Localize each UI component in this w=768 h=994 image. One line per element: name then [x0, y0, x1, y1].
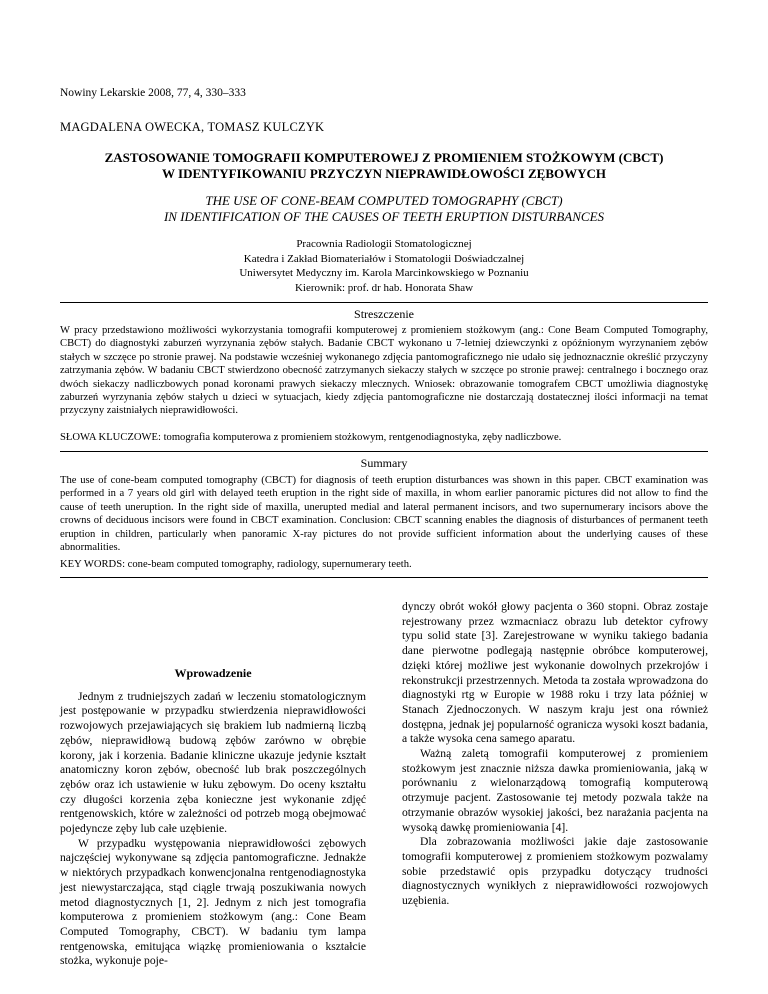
- body-paragraph: Ważną zaletą tomografii komputerowej z promieniem stożkowym jest znacznie niższa dawka promieniowania, jaką w porównaniu z wielonarządową tomografią komputerową otrzymuje pacjent. Zastosowanie tej metody pozwala także na otrzymanie obrazów wysokiej jakości, bez narażania pacjenta na wysoką dawkę promieniowania [4].: [402, 747, 708, 834]
- affiliation-line: Uniwersytet Medyczny im. Karola Marcinkowskiego w Poznaniu: [239, 267, 529, 279]
- divider: [60, 451, 708, 452]
- body-paragraph: Dla zobrazowania możliwości jakie daje zastosowanie tomografii komputerowej z promieniem stożkowym pozwalamy sobie przedstawić opis przypadku dotyczący trudności diagnostycznych wynikłych z nieprawidłowości rozwojowych uzębienia.: [402, 835, 708, 908]
- body-column-right: [402, 600, 708, 909]
- streszczenie-keywords: SŁOWA KLUCZOWE: tomografia komputerowa z promieniem stożkowym, rentgenodiagnostyka, zęby nadliczbowe.: [60, 432, 562, 443]
- streszczenie-text: W pracy przedstawiono możliwości wykorzystania tomografii komputerowej z promieniem stożkowym (ang.: Cone Beam Computed Tomography, CBCT) do diagnostyki zaburzeń wyrzynania zębów stałych. Badanie CBCT wykonano u 7-letniej dziewczynki z opóźnionym wyrzynaniem zębów stałych w szczęce po stronie prawej. Na podstawie wcześniej wykonanego zdjęcia pantomograficznego nie udało się jednoznacznie określić przyczyny zatrzymania zębów. W badaniu CBCT stwierdzono obecność zatrzymanych siekaczy stałych w szczęce po stronie prawej: centralnego i bocznego oraz dwóch siekaczy nadliczbowych ponad koronami prawych siekaczy mlecznych. Wniosek: obrazowanie tomografem CBCT umożliwia diagnostykę zaburzeń wyrzynania zębów stałych u dzieci w sytuacjach, kiedy zdjęcia pantomograficzne nie dostarczają dostatecznej ilości informacji na temat przyczyny zaistniałych nieprawidłowości.: [60, 325, 708, 417]
- affiliation-line: Kierownik: prof. dr hab. Honorata Shaw: [294, 281, 474, 294]
- body-column-left: [60, 666, 366, 969]
- affiliation: [60, 237, 708, 295]
- body-paragraph: W przypadku występowania nieprawidłowości zębowych najczęściej wykonywane są zdjęcia pantomograficzne. Jednakże w niektórych przypadkach konwencjonalna rentgenodiagnostyka jest niewystarczająca, stąd ciągle trwają poszukiwania nowych metod diagnostycznych [1, 2]. Jednym z nich jest tomografia komputerowa z promieniem stożkowym (ang.: Cone Beam Computed Tomography, CBCT). W badaniu tym lampa rentgenowska, emitująca wiązkę promieniowania o kształcie stożka, wykonuje poje-: [60, 836, 366, 968]
- title-english-line: IN IDENTIFICATION OF THE CAUSES OF TEETH ERUPTION DISTURBANCES: [163, 209, 605, 224]
- authors: MAGDALENA OWECKA, TOMASZ KULCZYK: [60, 120, 325, 134]
- body-paragraph: dynczy obrót wokół głowy pacjenta o 360 stopni. Obraz zostaje rejestrowany przez wzmacniacz obrazu lub detektor cyfrowy typu solid state [3]. Zarejestrowane w wyniku takiego badania dane pierwotne podlegają następnie obróbce komputerowej, dzięki której możliwe jest wykonanie dowolnych przekrojów i rekonstrukcji przestrzennych. Metoda ta została wprowadzona do diagnostyki rtg w Europie w 1988 roku i trzy lata później w Stanach Zjednoczonych. W naszym kraju jest ona również dostępna, jednak jej popularność ogranicza wysoki koszt badania, a także wysoka cena samego aparatu.: [402, 600, 708, 746]
- title-polish: [60, 150, 708, 182]
- affiliation-line: Pracownia Radiologii Stomatologicznej: [296, 238, 472, 250]
- summary-keywords: KEY WORDS: cone-beam computed tomography, radiology, supernumerary teeth.: [60, 559, 412, 570]
- title-polish-line: ZASTOSOWANIE TOMOGRAFII KOMPUTEROWEJ Z PROMIENIEM STOŻKOWYM (CBCT): [104, 150, 664, 165]
- section-heading-introduction: Wprowadzenie: [174, 666, 252, 680]
- summary-text: The use of cone-beam computed tomography (CBCT) for diagnosis of teeth eruption disturbances was shown in this paper. CBCT examination was performed in a 7 years old girl with delayed teeth eruption in the right side of maxilla, in whom earlier panoramic pictures did not allow to find the cause of teeth uneruption. In the right side of maxilla, unerupted medial and lateral permanent incisors, and two supernumerary incisors above the crowns of deciduous incisors were found in CBCT examination. Conclusion: CBCT scanning enables the diagnosis of disturbances of permanent teeth eruption in children, particularly when panoramic X-ray pictures do not provide sufficient information about the underlying causes of these abnormalities.: [60, 475, 708, 554]
- journal-citation: Nowiny Lekarskie 2008, 77, 4, 330–333: [60, 87, 246, 99]
- title-english-line: THE USE OF CONE-BEAM COMPUTED TOMOGRAPHY (CBCT): [205, 193, 563, 208]
- title-polish-line: W IDENTYFIKOWANIU PRZYCZYN NIEPRAWIDŁOWOŚCI ZĘBOWYCH: [162, 166, 606, 181]
- summary-heading: Summary: [360, 456, 408, 470]
- divider: [60, 577, 708, 578]
- title-english: [60, 193, 708, 225]
- affiliation-line: Katedra i Zakład Biomateriałów i Stomatologii Doświadczalnej: [243, 252, 525, 265]
- divider: [60, 302, 708, 303]
- body-paragraph: Jednym z trudniejszych zadań w leczeniu stomatologicznym jest postępowanie w przypadku stwierdzenia nieprawidłowości rozwojowych przejawiających się brakiem lub nadmierną liczbą zębów, nieprawidłową budową zębów zarówno w obrębie korony, jak i korzenia. Badanie kliniczne ukazuje jedynie kształt anatomiczny koron zębów, obecność lub brak poszczególnych zębów oraz ich ustawienie w łuku zębowym. Do oceny kształtu czy długości korzenia zęba konieczne jest wykonanie zdjęć rentgenowskich, które w zależności od potrzeb mogą obejmować pojedyncze zęby lub całe uzębienie.: [60, 689, 366, 836]
- streszczenie-heading: Streszczenie: [354, 307, 414, 321]
